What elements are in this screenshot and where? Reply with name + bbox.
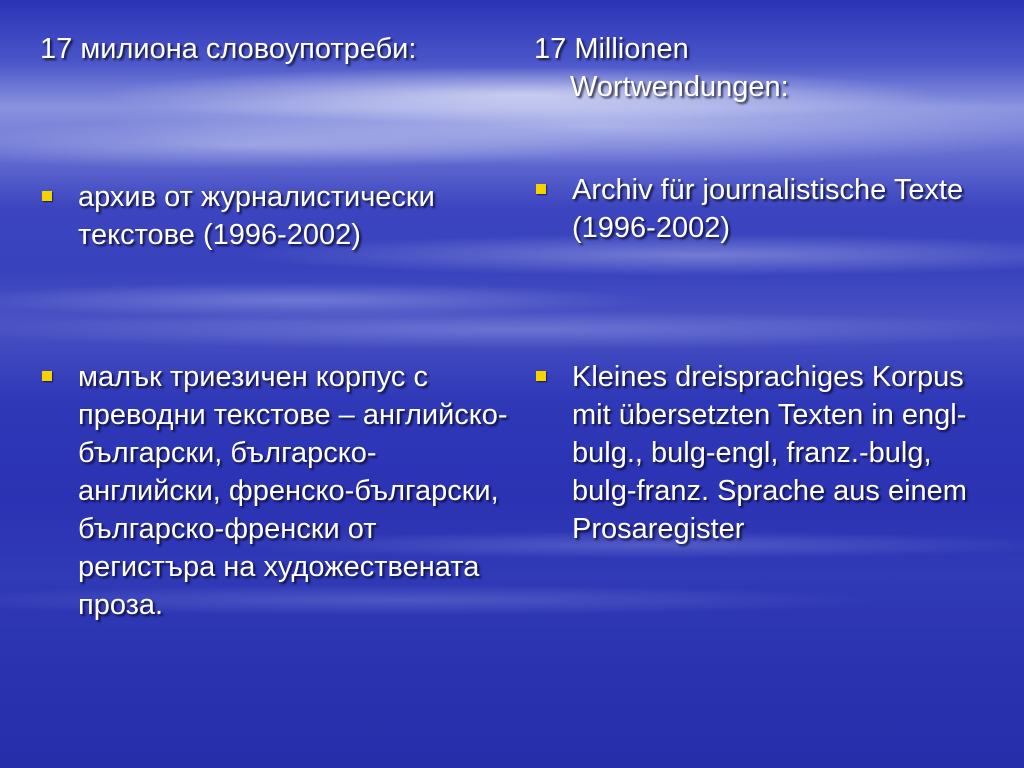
square-bullet-icon bbox=[536, 371, 546, 381]
left-heading: 17 милиона словоупотреби: bbox=[40, 33, 417, 65]
square-bullet-icon bbox=[42, 191, 52, 201]
right-bullet-text: Archiv für journalistische Texte (1996-2002) bbox=[572, 174, 964, 244]
right-heading-line1: 17 Millionen bbox=[534, 33, 689, 65]
left-bullet-text: малък триезичен корпус с преводни текстове – английско-български, българско-английски, френско-български, българско-френски от регистъра на художествената проза. bbox=[78, 361, 508, 621]
square-bullet-icon bbox=[42, 371, 52, 381]
right-bullet-text: Kleines dreisprachiges Korpus mit übersetzten Texten in engl-bulg., bulg-engl, franz.-bulg, bulg-franz. Sprache aus einem Prosaregister bbox=[572, 361, 967, 545]
right-heading bbox=[534, 30, 974, 106]
left-bullet-item bbox=[40, 178, 510, 254]
square-bullet-icon bbox=[536, 184, 546, 194]
right-bullet-item bbox=[534, 171, 1004, 247]
right-bullet-item bbox=[534, 358, 1004, 548]
right-heading-line2: Wortwendungen: bbox=[570, 71, 789, 103]
left-bullet-text: архив от журналистически текстове (1996-2002) bbox=[78, 181, 435, 251]
left-bullet-item bbox=[40, 358, 510, 624]
